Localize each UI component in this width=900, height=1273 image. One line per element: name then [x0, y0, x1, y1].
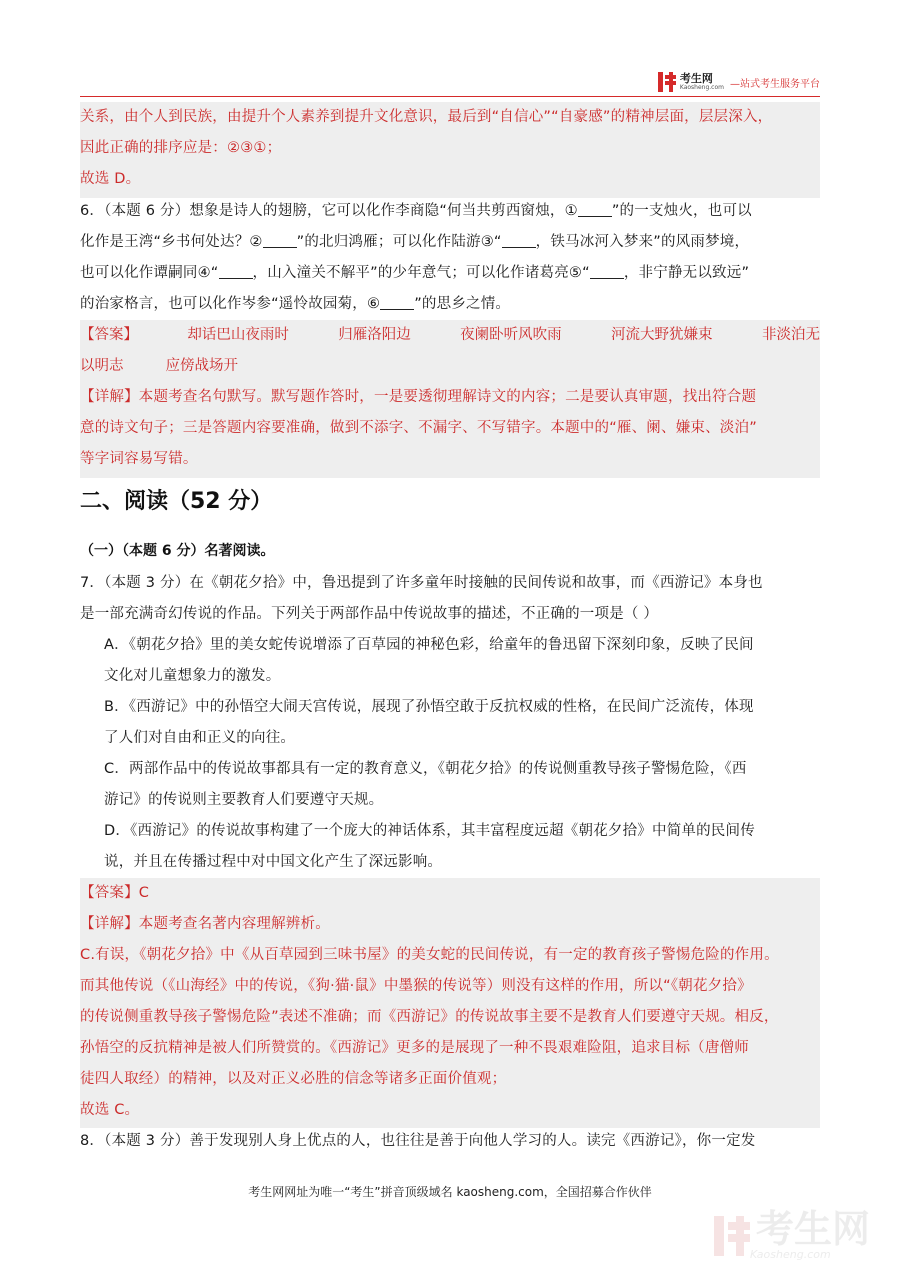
q7-option-a-line1: A．《朝花夕拾》里的美女蛇传说增添了百草园的神秘色彩，给童年的鲁迅留下深刻印象，反映了民间 [104, 637, 754, 653]
q7-option-d-line2: 说，并且在传播过程中对中国文化产生了深远影响。 [104, 854, 443, 870]
q7-conclusion: 故选 C。 [80, 1102, 140, 1118]
footer-text: 考生网网址为唯一“考生”拼音顶级域名 kaosheng.com，全国招募合作伙伴 [248, 1185, 652, 1199]
watermark-domain: Kaosheng.com [749, 1248, 831, 1261]
q7-stem-line1: 7．（本题 3 分）在《朝花夕拾》中，鲁迅提到了许多童年时接触的民间传说和故事，而《西游记》本身也 [80, 575, 763, 591]
logo-domain: Kaosheng.com [679, 84, 724, 91]
answer-item: 却话巴山夜雨时 [187, 327, 289, 343]
q6-text: 化作是王湾“乡书何处达？② [80, 234, 263, 250]
answer-item: 非淡泊无 [761, 327, 820, 343]
header-divider [80, 96, 820, 97]
q7-explain-line1: C.有误，《朝花夕拾》中《从百草园到三味书屋》的美女蛇的民间传说，有一定的教育孩子警惕危险的作用。 [80, 947, 779, 963]
q5-explain-line1: 关系，由个人到民族，由提升个人素养到提升文化意识，最后到“自信心”“自豪感”的精神层面，层层深入， [80, 109, 773, 125]
q7-explain-line2: 而其他传说（《山海经》中的传说，《狗·猫·鼠》中墨猴的传说等）则没有这样的作用，所以“《朝花夕拾》 [80, 978, 752, 994]
answer-blank [380, 295, 414, 310]
q7-option-a-line2: 文化对儿童想象力的激发。 [104, 668, 281, 684]
answer-blank [578, 202, 612, 217]
answer-item: 夜阑卧听风吹雨 [460, 327, 562, 343]
q7-explain-line4: 孙悟空的反抗精神是被人们所赞赏的。《西游记》更多的是展现了一种不畏艰难险阻，追求目标（唐僧师 [80, 1040, 749, 1056]
q7-stem-line2: 是一部充满奇幻传说的作品。下列关于两部作品中传说故事的描述，不正确的一项是（ ） [80, 606, 659, 622]
q6-stem-line4 [80, 289, 820, 320]
q6-stem-line1 [80, 196, 820, 227]
q6-text: 的治家格言，也可以化作岑参“遥怜故园菊，⑥ [80, 296, 381, 312]
q6-explain-line3: 等字词容易写错。 [80, 451, 198, 467]
kaosheng-logo-icon [658, 72, 676, 92]
answer-blank [263, 233, 297, 248]
q7-option-b-line2: 了人们对自由和正义的向往。 [104, 730, 296, 746]
answer-item: 归雁洛阳边 [338, 327, 411, 343]
q7-option-c-line2: 游记》的传说则主要教育人们要遵守天规。 [104, 792, 384, 808]
q6-answer-row2 [80, 351, 820, 382]
answer-blank [219, 264, 253, 279]
q6-text: ”的一支烛火，也可以 [611, 203, 752, 219]
q6-explain-line2: 意的诗文句子；三是答题内容要准确，做到不添字、不漏字、不写错字。本题中的“雁、阑、嫌束、淡泊” [80, 420, 757, 436]
q8-stem-line1: 8．（本题 3 分）善于发现别人身上优点的人，也往往是善于向他人学习的人。读完《西游记》，你一定发 [80, 1133, 756, 1149]
answer-blank [590, 264, 624, 279]
watermark-name: 考生网 [755, 1207, 870, 1251]
q5-explain-line2: 因此正确的排序应是：②③①； [80, 140, 282, 156]
header-logo [658, 72, 820, 92]
q6-text: 也可以化作谭嗣同④“ [80, 265, 219, 281]
q7-answer: 【答案】C [80, 885, 150, 901]
answer-label: 【答案】 [80, 327, 138, 343]
header-slogan: —站式考生服务平台 [730, 78, 820, 90]
q6-text: 6．（本题 6 分）想象是诗人的翅膀，它可以化作李商隐“何当共剪西窗烛，① [80, 203, 578, 219]
q6-stem-line2 [80, 227, 820, 258]
answer-blank [502, 233, 536, 248]
q7-option-b-line1: B．《西游记》中的孙悟空大闹天宫传说，展现了孙悟空敢于反抗权威的性格，在民间广泛流传，体现 [104, 699, 754, 715]
subsection-title: （一）（本题 6 分）名著阅读。 [80, 543, 275, 559]
q6-answer-row1 [80, 320, 820, 351]
q7-option-d-line1: D．《西游记》的传说故事构建了一个庞大的神话体系，其丰富程度远超《朝花夕拾》中简单的民间传 [104, 823, 755, 839]
watermark-logo-icon [714, 1216, 750, 1256]
answer-item: 应傍战场开 [165, 358, 238, 374]
q6-text: ，山入潼关不解平”的少年意气；可以化作诸葛亮⑤“ [252, 265, 590, 281]
q7-explain-line3: 的传说侧重教导孩子警惕危险”表述不准确；而《西游记》的传说故事主要不是教育人们要遵守天规。相反， [80, 1009, 779, 1025]
q7-explain-intro: 【详解】本题考查名著内容理解辨析。 [80, 916, 330, 932]
q6-stem-line3 [80, 258, 820, 289]
q6-text: ，铁马冰河入梦来”的风雨梦境， [535, 234, 750, 250]
q7-explain-line5: 徒四人取经）的精神，以及对正义必胜的信念等诸多正面价值观； [80, 1071, 507, 1087]
logo-name: 考生网 [679, 72, 713, 85]
q6-text: ”的思乡之情。 [414, 296, 511, 312]
section-title: 二、阅读（52 分） [80, 489, 273, 514]
q7-option-c-line1: C．两部作品中的传说故事都具有一定的教育意义，《朝花夕拾》的传说侧重教导孩子警惕危险，《西 [104, 761, 747, 777]
q6-text: ”的北归鸿雁；可以化作陆游③“ [296, 234, 502, 250]
q5-conclusion: 故选 D。 [80, 171, 141, 187]
q6-text: ，非宁静无以致远” [623, 265, 750, 281]
answer-item: 以明志 [80, 358, 124, 374]
answer-item: 河流大野犹嫌束 [611, 327, 713, 343]
watermark [714, 1207, 870, 1261]
q6-explain-line1: 【详解】本题考查名句默写。默写题作答时，一是要透彻理解诗文的内容；二是要认真审题，找出符合题 [80, 389, 757, 405]
